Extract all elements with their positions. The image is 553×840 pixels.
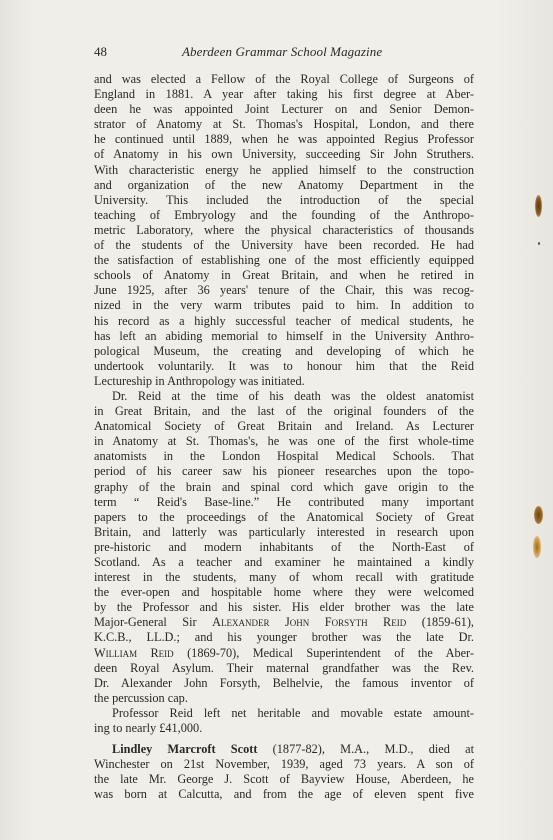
text-line: papers to the proceedings of the Anatomical Society of Great xyxy=(94,509,474,524)
text-line: the percussion cap. xyxy=(94,690,188,705)
paper-speck xyxy=(538,242,540,245)
text-line: he continued until 1889, when he was appointed Regius Professor xyxy=(94,132,474,147)
person-name: Alexander John Forsyth Reid xyxy=(212,615,407,630)
running-title: Aberdeen Grammar School Magazine xyxy=(182,44,383,59)
text-line: by the Professor and his sister. His elder brother was the late xyxy=(94,600,474,615)
paper-stain xyxy=(535,195,542,217)
text-line: deen Royal Asylum. Their maternal grandfather was the Rev. xyxy=(94,660,474,675)
text-line: ing to nearly £41,000. xyxy=(94,721,203,736)
text-line: schools of Anatomy in Great Britain, and when he retired in xyxy=(94,268,474,283)
text-line xyxy=(94,646,474,661)
text-line: Britain, and latterly was particularly interested in research upon xyxy=(94,524,474,539)
text-line: teaching of Embryology and the founding of the Anthropo- xyxy=(94,207,474,222)
paper-stain xyxy=(533,536,541,558)
person-name: William Reid xyxy=(94,645,174,660)
text-line: University. This included the introduction of the special xyxy=(94,192,474,207)
text-line: strator of Anatomy at St. Thomas's Hospital, London, and there xyxy=(94,117,474,132)
text-line: graphy of the brain and spinal cord which gave origin to the xyxy=(94,479,474,494)
text-run: (1877-82), M.A., M.D., died at xyxy=(257,742,474,757)
text-line: in Anatomy at St. Thomas's, he was one of the first whole-time xyxy=(94,434,474,449)
text-line: the satisfaction of establishing one of the most efficiently equipped xyxy=(94,253,474,268)
page-number: 48 xyxy=(94,44,107,59)
text-line: June 1925, after 36 years' tenure of the Chair, this was recog- xyxy=(94,283,474,298)
text-line: K.C.B., LL.D.; and his younger brother was the late Dr. xyxy=(94,630,474,645)
text-line: and organization of the new Anatomy Department in the xyxy=(94,177,474,192)
text-run: Major-General Sir xyxy=(94,615,213,630)
person-name: Lindley Marcroft Scott xyxy=(112,742,258,757)
text-line xyxy=(94,742,474,757)
paper-stain xyxy=(534,506,543,524)
text-run: (1859-61), xyxy=(406,615,474,630)
text-line: has left an abiding memorial to himself in the University Anthro- xyxy=(94,328,474,343)
page-header xyxy=(94,44,474,62)
text-line: and was elected a Fellow of the Royal College of Surgeons of xyxy=(94,72,474,86)
article-body xyxy=(94,72,474,803)
text-line: of Anatomy in his own University, succeeding Sir John Struthers. xyxy=(94,147,474,162)
text-line: period of his career saw his pioneer researches upon the topo- xyxy=(94,464,474,479)
text-run: (1869-70), Medical Superintendent of the Aber- xyxy=(173,645,474,660)
text-line: Dr. Reid at the time of his death was the oldest anatomist xyxy=(112,388,474,403)
text-line: With characteristic energy he applied himself to the construction xyxy=(94,162,474,177)
text-line: nized in the very warm tributes paid to him. In addition to xyxy=(94,298,474,313)
text-line: Scotland. As a teacher and examiner he maintained a kindly xyxy=(94,555,474,569)
text-line: metric Laboratory, where the physical characteristics of thousands xyxy=(94,222,474,237)
text-line: England in 1881. A year after taking his first degree at Aber- xyxy=(94,87,474,102)
text-line: Lectureship in Anthropology was initiated. xyxy=(94,373,305,388)
text-line: deen he was appointed Joint Lecturer on and Senior Demon- xyxy=(94,102,474,117)
text-line: Professor Reid left net heritable and movable estate amount- xyxy=(112,705,474,720)
text-line: pological Museum, the creating and developing of which he xyxy=(94,343,474,358)
text-line: interest in the students, many of whom recall with gratitude xyxy=(94,570,474,585)
text-line: Anatomical Society of Great Britain and Ireland. As Lecturer xyxy=(94,419,474,434)
text-line: in Great Britain, and the last of the original founders of the xyxy=(94,404,474,419)
text-line: his record as a highly successful teacher of medical students, he xyxy=(94,313,474,328)
text-line: the late Mr. George J. Scott of Bayview House, Aberdeen, he xyxy=(94,772,474,787)
text-line: the ever-open and hospitable home where they were welcomed xyxy=(94,585,474,600)
text-line: pre-historic and modern inhabitants of the North-East of xyxy=(94,539,474,554)
text-line: anatomists in the London Hospital Medical Schools. That xyxy=(94,449,474,464)
text-line: of the students of the University have been recorded. He had xyxy=(94,238,474,253)
text-line: Dr. Alexander John Forsyth, Belhelvie, the famous inventor of xyxy=(94,675,474,690)
text-line: term “ Reid's Base-line.” He contributed many important xyxy=(94,494,474,509)
text-line: Winchester on 21st November, 1939, aged 73 years. A son of xyxy=(94,757,474,772)
text-line: was born at Calcutta, and from the age of eleven spent five xyxy=(94,787,474,802)
text-line: undertook voluntarily. It was to honour him that the Reid xyxy=(94,358,474,373)
text-line xyxy=(94,615,474,630)
